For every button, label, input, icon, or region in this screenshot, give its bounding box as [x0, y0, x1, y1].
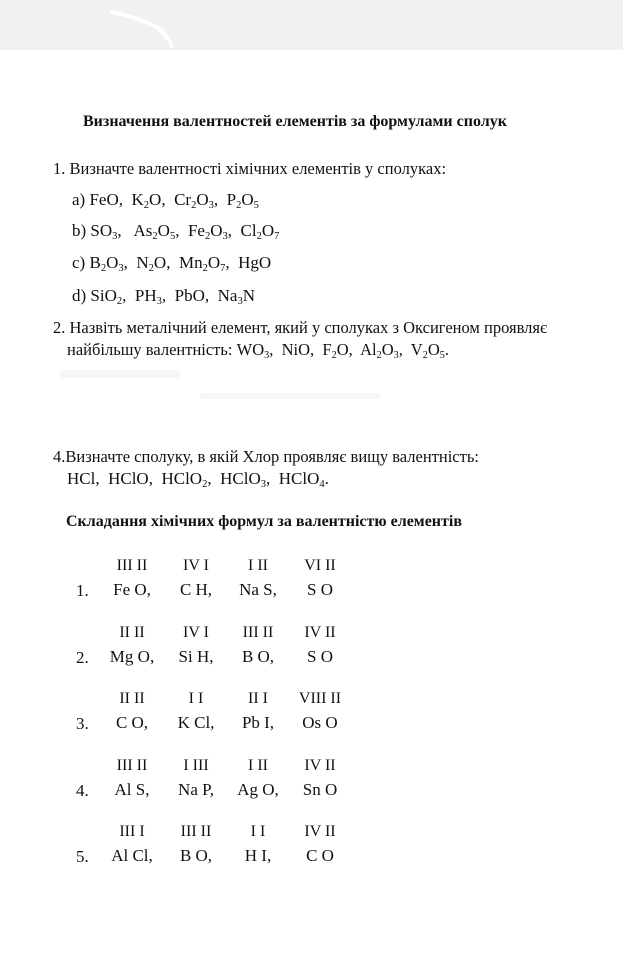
- formula-skeleton: Ag O,: [237, 780, 279, 799]
- valence-label: IV I: [183, 624, 209, 641]
- formula-hclo: HClO,: [108, 469, 153, 488]
- formula-skeleton: Sn O: [302, 780, 338, 799]
- valence-label: II I: [248, 690, 268, 707]
- question-2-text: найбільшу валентність:: [67, 340, 233, 359]
- valence-label: II II: [119, 624, 145, 641]
- row-label: b): [72, 221, 87, 240]
- question-2-line2: найбільшу валентність: $WO_3$, NiO, $F_2O$, $Al_2O_3$, $V_2O_5$.: [67, 340, 449, 362]
- formula-skeleton: C H,: [179, 580, 213, 599]
- formula-skeleton: B O,: [241, 647, 275, 666]
- formula-skeleton: Na S,: [239, 580, 277, 599]
- q1-row-d: d) SiO$_2$, $PH_3$, PbO, $Na_3N$: [72, 286, 256, 308]
- question-4-formulas: HCl, HClO, HClO$_2$, HClO$_3$, HClO$_4$.: [67, 469, 329, 491]
- formula-skeleton: H I,: [244, 846, 272, 865]
- q1-row-c: c) $B_2O_3$, $N_2O$, $Mn_2O_7$, HgO: [72, 253, 272, 275]
- question-2-line1: 2. Назвіть металічний елемент, який у сполуках з Оксигеном проявляє: [53, 318, 548, 337]
- formula-skeleton: C O,: [115, 713, 149, 732]
- formula-skeleton: Al S,: [114, 780, 150, 799]
- task-number: 5.: [76, 847, 89, 866]
- valence-label: III II: [116, 757, 148, 774]
- valence-label: VI II: [304, 557, 336, 574]
- valence-label: II II: [119, 690, 145, 707]
- valence-label: III II: [116, 557, 148, 574]
- task-number: 2.: [76, 648, 89, 667]
- formula-skeleton: K Cl,: [177, 713, 215, 732]
- valence-label: III II: [242, 624, 274, 641]
- top-band: [0, 0, 623, 50]
- valence-label: I II: [248, 557, 268, 574]
- formula-skeleton: Mg O,: [109, 647, 155, 666]
- task-number: 4.: [76, 781, 89, 800]
- valence-label: III I: [119, 823, 145, 840]
- valence-label: VIII II: [298, 690, 342, 707]
- section-title-formulas: Складання хімічних формул за валентністю елементів: [66, 513, 462, 530]
- valence-label: I II: [248, 757, 268, 774]
- formula-skeleton: Fe O,: [113, 580, 151, 599]
- formula-skeleton: Pb I,: [241, 713, 275, 732]
- formula-hcl: HCl,: [67, 469, 100, 488]
- formula-skeleton: S O: [307, 580, 333, 599]
- erased-area: [60, 370, 180, 378]
- formula-skeleton: S O: [307, 647, 333, 666]
- formula-skeleton: Na P,: [178, 780, 214, 799]
- valence-label: IV II: [304, 757, 336, 774]
- valence-label: IV II: [304, 823, 336, 840]
- question-1: 1. Визначте валентності хімічних елементів у сполуках:: [53, 159, 447, 178]
- valence-label: I III: [183, 757, 209, 774]
- row-label: d): [72, 286, 87, 305]
- formula-skeleton: C O: [306, 846, 334, 865]
- valence-label: IV I: [183, 557, 209, 574]
- q1-row-a: a) FeO, $K_2O$, $Cr_2O_3$, $P_2O_5$: [72, 190, 259, 212]
- valence-label: I I: [188, 690, 204, 707]
- formula-skeleton: Os O: [302, 713, 338, 732]
- q1-row-b: b) $SO_3$, $As_2O_5$, $Fe_2O_3$, $Cl_2O_7$: [72, 221, 280, 243]
- question-4-line1: 4.Визначте сполуку, в якій Хлор проявляє вищу валентність:: [53, 447, 479, 466]
- row-label: a): [72, 190, 86, 209]
- task-number: 1.: [76, 581, 89, 600]
- task-number: 3.: [76, 714, 89, 733]
- valence-label: IV II: [304, 624, 336, 641]
- scratch-mark: [110, 6, 180, 48]
- valence-label: III II: [180, 823, 212, 840]
- formula-skeleton: Si H,: [178, 647, 214, 666]
- section-title-valence: Визначення валентностей елементів за формулами сполук: [83, 113, 507, 130]
- valence-label: I I: [250, 823, 266, 840]
- erased-area: [200, 393, 380, 399]
- row-label: c): [72, 253, 86, 272]
- formula-skeleton: B O,: [179, 846, 213, 865]
- formula-skeleton: Al Cl,: [111, 846, 153, 865]
